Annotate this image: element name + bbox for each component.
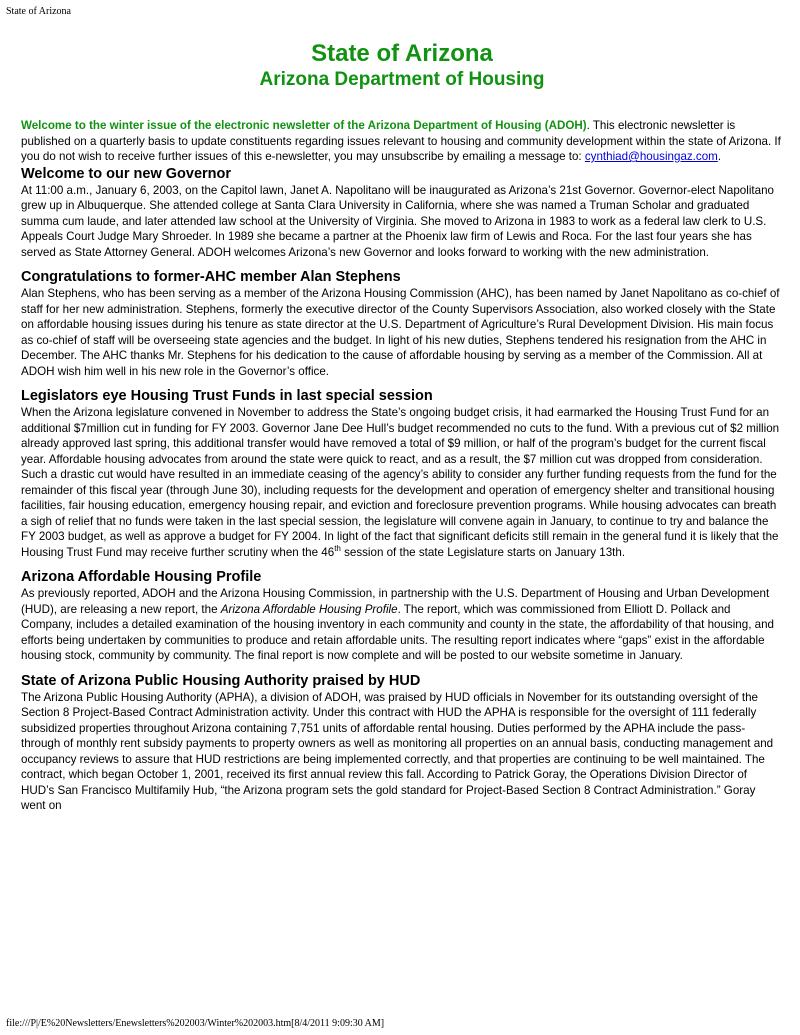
intro-end: . [717, 150, 722, 163]
section-body-text: As previously reported, ADOH and the Arizona Housing Commission, in partnership with the U.S. Department of Housing and Urban Development (HUD), are releasing a new report, the [21, 587, 770, 616]
section-body: Alan Stephens, who has been serving as a member of the Arizona Housing Commission (AHC), has been named by Janet Napolitano as co-chief of staff for her new administration. Stephens, formerly the executive director of the County Supervisors Association, also worked closely with the State on affordable housing issues during his tenure as state director at the U.S. Department of Agriculture’s Rural Development Division. His main focus as co-chief of staff will be overseeing state agencies and the budget. In light of his new duties, Stephens tendered his resignation from the AHC in December. The AHC thanks Mr. Stephens for his dedication to the cause of affordable housing by serving as a member of the Commission. All at ADOH wish him well in his new role in the Governor’s office. [21, 287, 780, 378]
section-body [21, 586, 783, 664]
section-apha-praised [21, 672, 783, 814]
intro-lead: Welcome to the winter issue of the electronic newsletter of the Arizona Department of Housing (ADOH) [21, 119, 587, 132]
section-heading: State of Arizona Public Housing Authority praised by HUD [21, 672, 421, 689]
section-body [21, 405, 783, 560]
section-body: The Arizona Public Housing Authority (APHA), a division of ADOH, was praised by HUD officials in November for its outstanding oversight of the Section 8 Project-Based Contract Administration activity. Under this contract with HUD the APHA is responsible for the oversight of 111 federally subsidized properties throughout Arizona containing 7,751 units of affordable rental housing. Duties performed by the APHA include the pass-through of monthly rent subsidy payments to property owners as well as monitoring all properties on an annual basis, conducting management and occupancy reviews to assure that HUD restrictions are being implemented correctly, and that properties are continuing to be well maintained. The contract, which began October 1, 2001, received its first annual review this fall. According to Patrick Goray, the Operations Division Director of HUD’s San Francisco Multifamily Hub, “the Arizona program sets the gold standard for Project-Based Section 8 Contract Administration.” Goray went on [21, 690, 774, 812]
section-body-end: session of the state Legislature starts on January 13th. [340, 545, 626, 559]
section-housing-trust-funds [21, 387, 783, 560]
section-heading: Welcome to our new Governor [21, 165, 232, 182]
section-body-text: When the Arizona legislature convened in November to address the State’s ongoing budget crisis, it had earmarked the Housing Trust Fund for an additional $7million cut in funding for FY 2003. Governor Jane Dee Hull’s budget recommended no cuts to the fund. With a previous cut of $2 million already approved last spring, this additional transfer would have removed a total of $9 million, or half of the program’s budget for the current fiscal year. Affordable housing advocates from around the state were quick to react, and as a result, the $7 million cut was dropped from consideration. Such a drastic cut would have resulted in an immediate ceasing of the agency’s ability to consider any further funding requests from the fund for the remainder of this fiscal year (through June 30), including requests for the development and operation of emergency shelter and transitional housing facilities, fair housing education, emergency housing repair, and eviction and foreclosure prevention programs. While housing advocates can breath a sigh of relief that no funds were taken in the last special session, the legislature will convene again in January, to continue to try and balance the FY 2003 budget, as well as approve a budget for FY 2004. In light of the fact that significant deficits still remain in the general fund it is likely that the Housing Trust Fund may receive further scrutiny when the 46 [21, 406, 780, 559]
unsubscribe-email-link[interactable]: cynthiad@housingaz.com [584, 150, 718, 163]
page-title: State of Arizona [311, 40, 493, 67]
section-new-governor [21, 165, 783, 261]
section-heading: Legislators eye Housing Trust Funds in last special session [21, 388, 433, 404]
newsletter-content [21, 40, 783, 822]
section-affordable-housing-profile [21, 568, 783, 664]
intro-text: . This electronic newsletter is published on a quarterly basis to update constituents regarding issues relevant to housing and community development within the state of Arizona. If you do not wish to receive further issues of this e-newsletter, you may unsubscribe by emailing a message to: [21, 119, 781, 163]
section-alan-stephens [21, 268, 783, 379]
section-heading: Congratulations to former-AHC member Alan Stephens [21, 269, 401, 285]
browser-print-footer: file:///P|/E%20Newsletters/Enewsletters%202003/Winter%202003.htm[8/4/2011 9:09:30 AM] [6, 1018, 385, 1029]
intro-paragraph [21, 118, 783, 165]
report-title: Arizona Affordable Housing Profile [220, 602, 398, 616]
section-heading: Arizona Affordable Housing Profile [21, 569, 262, 585]
section-body-end: . The report, which was commissioned from Elliott D. Pollack and Company, includes a detailed examination of the housing inventory in each community and county in the state, the affordability of that housing, and efforts being undertaken by communities to produce and retain affordable units. The resulting report indicates where “gaps” exist in the affordable housing stock, community by community. The final report is now complete and will be posted to our website sometime in January. [21, 602, 774, 662]
section-body: At 11:00 a.m., January 6, 2003, on the Capitol lawn, Janet A. Napolitano will be inaugurated as Arizona’s 21st Governor. Governor-elect Napolitano grew up in Albuquerque. She attended college at Santa Clara University in California, where she was named a Truman Scholar and graduated summa cum laude, and later attended law school at the University of Virginia. She moved to Arizona in 1983 to work as a federal law clerk to U.S. Appeals Court Judge Mary Shroeder. In 1989 she became a partner at the Phoenix law firm of Lewis and Roca. For the last four years she has served as State Attorney General. ADOH welcomes Arizona’s new Governor and looks forward to working with the new administration. [21, 183, 774, 259]
browser-print-header: State of Arizona [6, 6, 71, 17]
page-subtitle: Arizona Department of Housing [259, 69, 545, 90]
ordinal-suffix: th [334, 543, 341, 553]
